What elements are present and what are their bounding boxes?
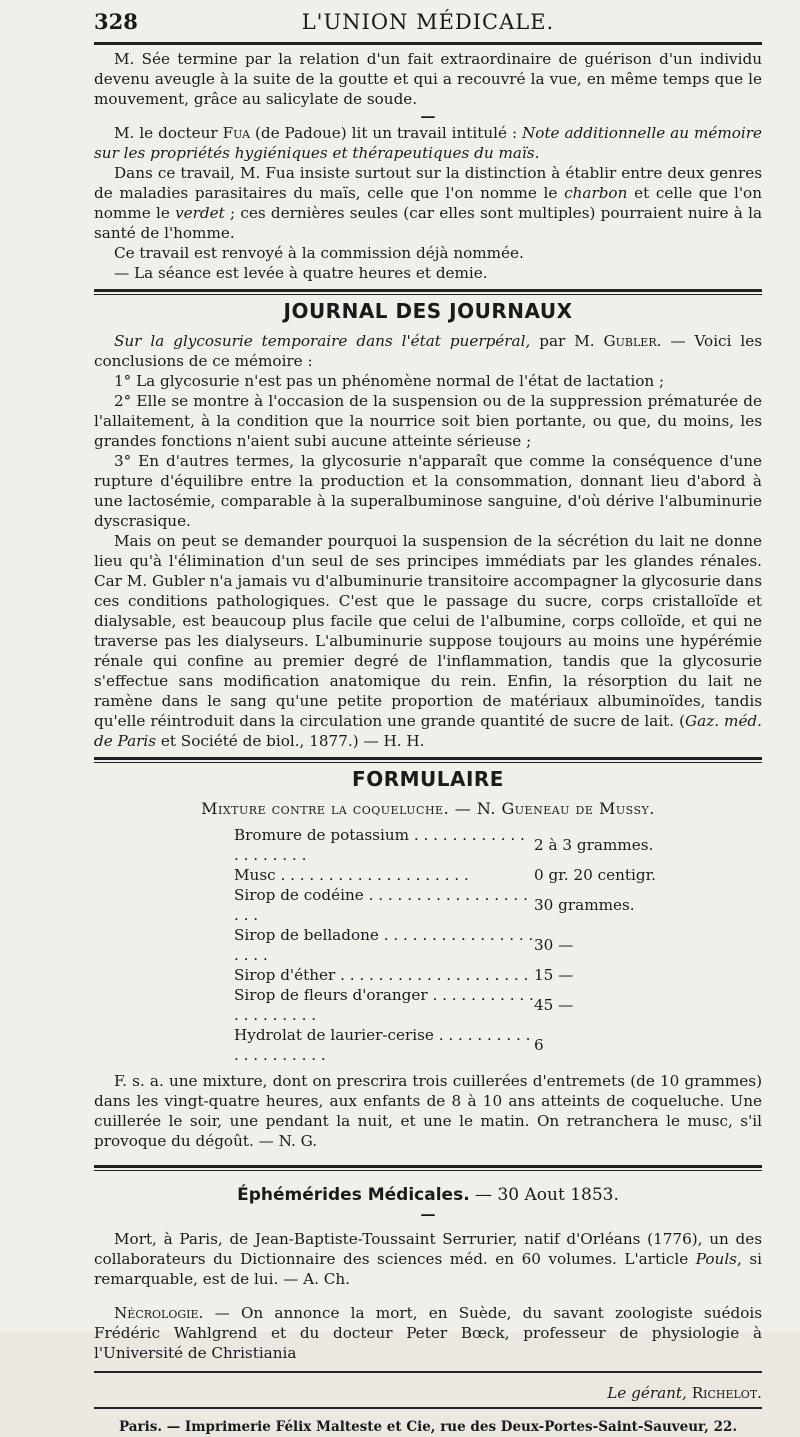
recipe-row: Sirop d'éther . . . . . . . . . . . . . . . . . . . . 15 — — [234, 966, 574, 984]
paragraph-travail: Dans ce travail, M. Fua insiste surtout sur la distinction à établir entre deux genres de maladies parasitaires du maïs, celle que l'on nomme le charbon et celle que l'on nomme le verdet ; ces dernières seules (car elles sont multiples) pourraient nuire à la santé de l'homme. — [94, 164, 762, 242]
recipe-row: Sirop de codéine . . . . . . . . . . . . . . . . . . . . 30 grammes. — [234, 886, 635, 924]
recipe-title: Mixture contre la coqueluche. — N. Gueneau de Mussy. — [201, 799, 655, 818]
conclusion-3: 3° En d'autres termes, la glycosurie n'apparaît que comme la conséquence d'une rupture d'équilibre entre la production et la consommation, donnant lieu d'abord à une lactosémie, comparable à la superalbuminose sanguine, d'où dérive l'albuminurie dyscrasique. — [94, 452, 762, 530]
recipe-row: Sirop de fleurs d'oranger . . . . . . . . . . . . . . . . . . . . 45 — — [234, 986, 574, 1024]
paragraph-commission: Ce travail est renvoyé à la commission déjà nommée. — [114, 244, 524, 262]
necrologie-text: Nécrologie. — On annonce la mort, en Suède, du savant zoologiste suédois Frédéric Wahlgrend et du docteur Peter Bœck, professeur de physiologie à l'Université de Christiania — [94, 1304, 762, 1362]
footer-rule — [94, 1407, 762, 1409]
section-title-formulaire: FORMULAIRE — [352, 767, 504, 791]
author-fua: Fua — [222, 124, 251, 142]
section-rule — [94, 1165, 762, 1171]
section-rule — [94, 757, 762, 763]
ephemerides-title: Éphémérides Médicales. — 30 Aout 1853. — [237, 1185, 619, 1205]
header-rule — [94, 42, 762, 45]
recipe-row: Musc . . . . . . . . . . . . . . . . . . . . 0 gr. 20 centigr. — [234, 866, 656, 884]
page-header — [94, 6, 762, 38]
recipe-row: Bromure de potassium . . . . . . . . . . . . . . . . . . . . 2 à 3 grammes. — [234, 826, 654, 864]
ephemerides-text: Mort, à Paris, de Jean-Baptiste-Toussaint Serrurier, natif d'Orléans (1776), un des collaborateurs du Dictionnaire des sciences méd. en 60 volumes. L'article Pouls, si remarquable, est de lui. — A. Ch. — [94, 1230, 763, 1288]
paragraph-fua: M. le docteur Fua (de Padoue) lit un travail intitulé : Note additionnelle au mémoire sur les propriétés hygiéniques et thérapeutiques du maïs. — [94, 124, 762, 162]
conclusion-2: 2° Elle se montre à l'occasion de la suspension ou de la suppression prématurée de l'allaitement, à la condition que la nourrice soit bien portante, ou que, du moins, les grandes fonctions n'aient subi aucune atteinte sérieuse ; — [94, 392, 762, 450]
recipe-row: Sirop de belladone . . . . . . . . . . . . . . . . . . . . 30 — — [234, 926, 574, 964]
printer-footer: Paris. — Imprimerie Félix Malteste et Cie, rue des Deux-Portes-Saint-Sauveur, 22. — [118, 1419, 738, 1435]
paragraph-see: M. Sée termine par la relation d'un fait extraordinaire de guérison d'un individu devenu aveugle à la suite de la goutte et qui a recouvré la vue, en même temps que le mouvement, grâce au salicylate de soude. — [94, 50, 762, 108]
section-title-journal: JOURNAL DES JOURNAUX — [283, 299, 573, 323]
work-title: Note additionnelle au mémoire sur les propriétés hygiéniques et thérapeutiques du maïs. — [94, 124, 762, 162]
recipe-table — [234, 825, 754, 1065]
section-rule — [94, 289, 762, 295]
journal-intro: Sur la glycosurie temporaire dans l'état puerpéral, par M. Gubler. — Voici les conclusions de ce mémoire : — [94, 332, 762, 370]
journal-body: Mais on peut se demander pourquoi la suspension de la sécrétion du lait ne donne lieu qu'à l'élimination d'un seul de ses principes immédiats par les glandes rénales. Car M. Gubler n'a jamais vu d'albuminurie transitoire accompagner la glycosurie dans ces conditions pathologiques. C'est que le passage du sucre, corps cristalloïde et dialysable, est beaucoup plus facile que celui de l'albumine, corps colloïde, et qui ne traverse pas les dialyseurs. L'albuminurie suppose toujours au moins une hypérémie rénale qui confine au premier degré de l'inflammation, tandis que la glycosurie s'effectue sans modification anatomique du rein. Enfin, la résorption du lait ne ramène dans le sang qu'une petite proportion de matériaux albuminoïdes, tandis qu'elle réintroduit dans la circulation une grande quantité de sucre de lait. (Gaz. méd. de Paris et Société de biol., 1877.) — H. H. — [94, 532, 762, 750]
recipe-row: Hydrolat de laurier-cerise . . . . . . . . . . . . . . . . . . . . 6 — [234, 1026, 544, 1064]
page-number: 328 — [94, 9, 138, 34]
paragraph-seance: — La séance est levée à quatre heures et demie. — [114, 264, 488, 282]
recipe-instructions: F. s. a. une mixture, dont on prescrira trois cuillerées d'entremets (de 10 grammes) dans les vingt-quatre heures, aux enfants de 8 à 10 ans atteints de coqueluche. Une cuillerée le soir, une pendant la nuit, et une le matin. On retranchera le musc, s'il provoque du dégoût. — N. G. — [94, 1072, 762, 1150]
signature-rule — [94, 1371, 762, 1373]
separator-dash: — — [420, 1205, 436, 1223]
conclusion-1: 1° La glycosurie n'est pas un phénomène normal de l'état de lactation ; — [114, 372, 665, 390]
separator-dash: — — [420, 107, 436, 125]
journal-title: L'UNION MÉDICALE. — [301, 10, 555, 34]
signature: Le gérant, Richelot. — [607, 1384, 762, 1402]
